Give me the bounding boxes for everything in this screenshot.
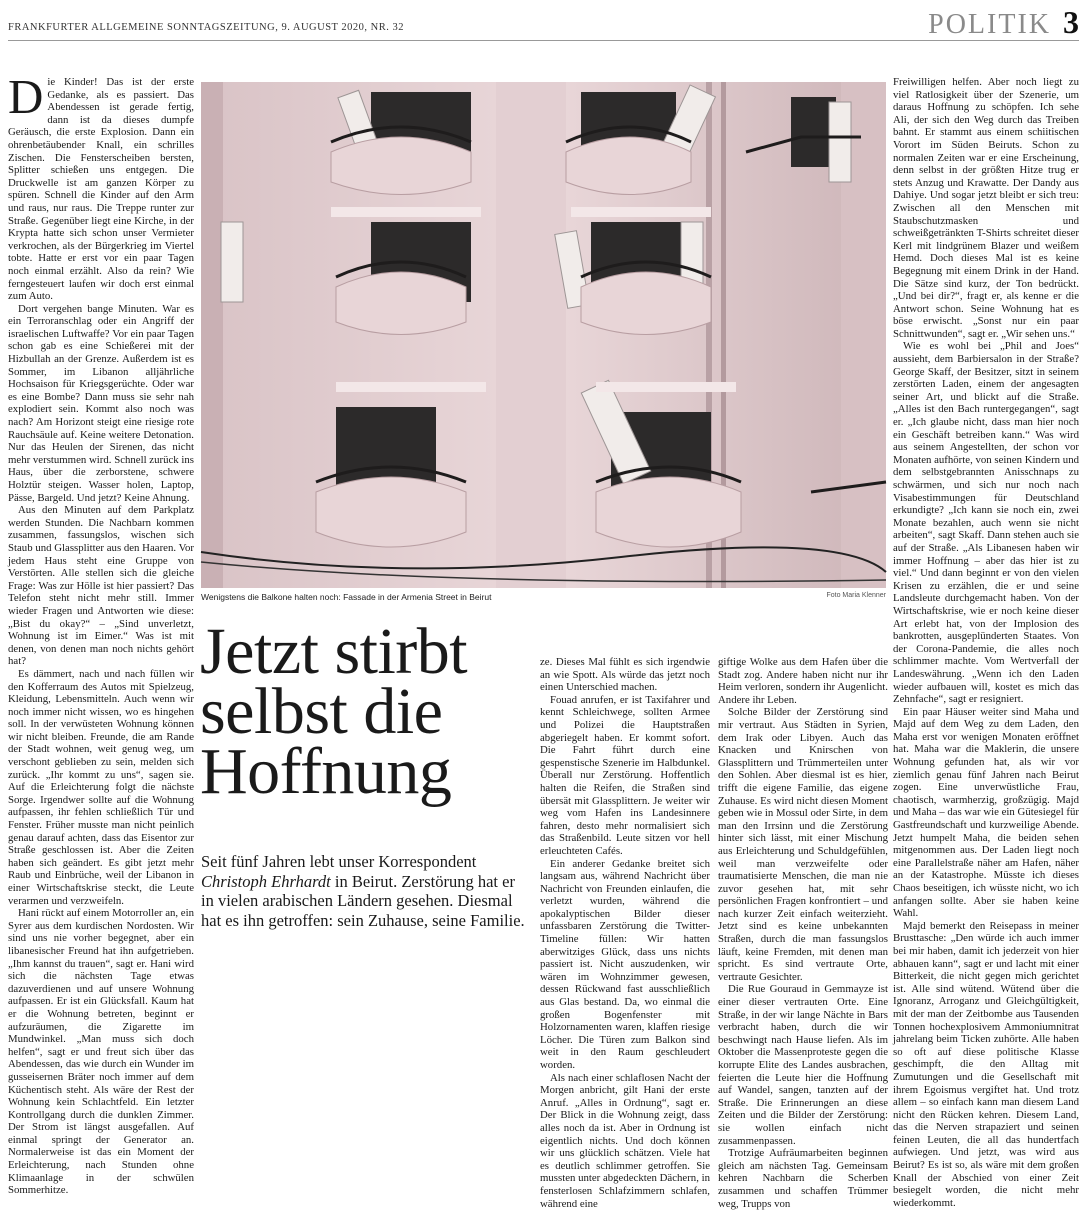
paragraph: Ein anderer Gedanke breitet sich langsam aus, während Nachricht über Nachricht von Freunden einlaufen, die verletzt wurden, während die apokalyptischen Bilder dieser unfassbaren Zerstörung die Twitter-Timeline füllen: Wir hatten aberwitziges Glück, dass uns nichts passiert ist. Nicht auszudenken, wir wären im Wohnzimmer gewesen, dessen Rückwand fast ausschließlich aus Glas bestand. Da, wo einmal die großen Bogenfenster mit Holzornamenten waren, klaffen riesige Löcher. Die Türen zum Balkon sind weit in den Raum geschleudert worden.	[540, 857, 710, 1071]
paragraph: Wie es wohl bei „Phil and Joes“ aussieht, dem Barbiersalon in der Straße? George Skaff, der Besitzer, sitzt in seinem zerstörten Laden, einem der angesagten seiner Art, und blickt auf die Straße. „Alles ist den Bach runtergegangen“, sagt er. „Ich glaube nicht, dass man hier noch ein Geschäft betreiben kann.“ Was wird aus seinem Angestellten, der schon vor Monaten aufhörte, von seinen Kindern und dem selbstgebrannten Anisschnaps zu schwärmen, und sich nur noch nach Visabestimmungen für Deutschland erkundigte? „Ich kann sie noch ein, zwei Monate bezahlen, auch wenn sie nicht arbeiten“, sagt Skaff. Dann stehen auch sie auf der Straße. „Als Libanesen haben wir immer Hoffnung – aber das hier ist zu viel.“ Und dann beginnt er von den vielen Krisen zu erzählen, die er und seine Landsleute durchgemacht haben. Von der Wirtschaftskrise, wie er noch keine dieser Art erlebt hat, von der Implosion des bankrotten, ausgeplünderten Staates. Von der Corona-Pandemie, die alles noch schlimmer machte. Vom Wertverfall der Landeswährung. „Wenn ich den Laden wieder aufbauen will, kostet es mich das Zehnfache“, sagt er resigniert.	[893, 340, 1079, 706]
deck-author: Christoph Ehrhardt	[201, 871, 331, 891]
paragraph: Ein paar Häuser weiter sind Maha und Majd auf dem Weg zu dem Laden, den Maha erst vor wenigen Monaten eröffnet hat. Maha war die Maklerin, die unsere Wohnung gefunden hat, als wir vor ziemlich genau fünf Jahren nach Beirut zogen. Eine unverwüstliche Frau, chaotisch, warmherzig, großzügig. Majd und Maha – das war wie ein Gütesiegel für Gastfreundschaft und kurzweilige Abende. Jetzt humpelt Maha, die beiden sehen mitgenommen aus. Der Laden liegt noch eine Parallelstraße näher am Hafen, näher an der Katastrophe. Müsste ich dieses Chaos beseitigen, ich wüsste nicht, wo ich anfangen sollte. Aber sie haben keine Wahl.	[893, 705, 1079, 920]
paragraph: Aus den Minuten auf dem Parkplatz werden Stunden. Die Nachbarn kommen zusammen, fassungslos, wischen sich Staub und Glassplitter aus den Haaren. Vor jedem Haus steht eine Gruppe von Verstörten. Alle stellen sich die gleiche Frage: Was zur Hölle ist hier passiert? Das Telefon steht nicht mehr still. Immer wieder Fragen und Antworten wie diese: „Bist du okay?“ – „Sind unverletzt, Wohnung ist im Eimer.“ Was ist mit denen, von denen man noch nichts gehört hat?	[8, 504, 194, 668]
article-column-1	[8, 69, 194, 1197]
article-deck	[201, 852, 531, 930]
article-headline: Jetzt stirbt selbst die Hoffnung	[200, 615, 468, 808]
paragraph: Solche Bilder der Zerstörung sind mir vertraut. Aus Städten in Syrien, dem Irak oder Libyen. Auch das Knacken und Knirschen von Glassplittern und Trümmerteilen unter den Sohlen. Aber diesmal ist es hier, trifft die eigene Familie, das eigene Zuhause. Es wird nicht diesen Moment geben wie in Mossul oder Sirte, in dem man den Irrsinn und die Zerstörung hinter sich lässt, mit einer Mischung aus Erleichterung und Schuldgefühlen, weil man verzweifelte oder traumatisierte Menschen, die man nie zuvor gesehen hat, mit sehr persönlichen Fragen konfrontiert – und nach kurzer Zeit einfach weiterzieht. Jetzt sind es keine unbekannten Straßen, durch die man fassungslos läuft, keine Fremden, mit denen man spricht. Es sind vertraute Orte, vertraute Gesichter.	[718, 706, 888, 983]
building-facade-photo	[201, 82, 886, 588]
facade-illustration	[201, 82, 886, 588]
paragraph: Freiwilligen helfen. Aber noch liegt zu viel Ratlosigkeit über der Szenerie, um daraus Hoffnung zu schöpfen. Ich sehe Ali, der sich den Weg durch das Treiben bahnt. Er stammt aus einem schiitischen Vorort im Süden Beiruts. Schon zu normalen Zeiten war er eine Erscheinung, denn selbst in der größten Hitze trug er stets Anzug und Krawatte. Der Dandy aus Dahiye. Und sogar jetzt bleibt er sich treu: Zwischen all den Menschen mit Staubschutzmasken und schweißgetränkten T-Shirts schreitet dieser Kerl mit lindgrünem Blazer und weißem Hemd. Doch dieses Mal ist es keine Begegnung mit einem Drink in der Hand. Die Sätze sind kurz, der Ton bedrückt. „Und bei dir?“, fragt er, als kenne er die Antwort schon. Seine Wohnung hat es böse erwischt. „Sonst nur ein paar Schnittwunden“, sagt er. „Wir sehen uns.“	[893, 76, 1079, 340]
newspaper-dateline: FRANKFURTER ALLGEMEINE SONNTAGSZEITUNG, 9. AUGUST 2020, NR. 32	[8, 22, 404, 33]
paragraph: Hani rückt auf einem Motorroller an, ein Syrer aus dem kurdischen Nordosten. Wir sind uns nie vorher begegnet, aber ein libanesischer Freund hat ihn aufgetrieben. „Ihm kannst du trauen“, sagt er. Hani wird sich die nächsten Tage etwas dazuverdienen und auf unsere Wohnung aufpassen. Er ist ein Glücksfall. Kaum hat er die Wohnung betreten, beginnt er aufzuräumen, die Zigarette im Mundwinkel. „Man muss sich doch helfen“, sagt er und freut sich über das Abendessen, das wie durch ein Wunder im gusseisernen Bräter noch immer auf dem Küchentisch steht. Als wäre der Rest der Wohnung kein Schlachtfeld. Ein letzter Kontrollgang durch die dunklen Zimmer. Der Strom ist längst ausgefallen. Auf einmal springt der Generator an. Normalerweise ist das ein Moment der Erleichterung, nach Stunden ohne Klimaanlage in der schwülen Sommerhitze.	[8, 907, 194, 1197]
paragraph: Es dämmert, nach und nach füllen wir den Kofferraum des Autos mit Spielzeug, Kleidung, Lebensmitteln. Auch wenn wir noch immer nicht wissen, wo es hingehen soll. In der verwüsteten Wohnung können wir nicht bleiben. Freunde, die am Rande der Stadt wohnen, weit genug weg, um verschont geblieben zu sein, melden sich zurück. „Ihr kommt zu uns“, sagen sie. Auf die Erleichterung folgt die nächste Sorge. Irgendwer sollte auf die Wohnung aufpassen, ihr fehlen schließlich Tür und Fenster. Früher musste man nicht peinlich genau darauf achten, dass das Eisentor zur Straße geschlossen ist. Aber die Zeiten haben sich geändert. Es gibt jetzt mehr Raub und Einbrüche, weil der Libanon in einer Wirtschaftskrise steckt, die Leute verarmen und verzweifeln.	[8, 667, 194, 907]
paragraph: Als nach einer schlaflosen Nacht der Morgen anbricht, gilt Hani der erste Anruf. „Alles in Ordnung“, sagt er. Der Blick in die Wohnung zeigt, dass alles noch da ist. Aber in Ordnung ist eigentlich nichts. Und doch können wir uns glücklich schätzen. Viele hat es deutlich schlimmer getroffen. Sie mussten unter abgedeckten Dächern, in fensterlosen Schlafzimmern schlafen, während eine	[540, 1071, 710, 1210]
paragraph: Majd bemerkt den Reisepass in meiner Brusttasche: „Den würde ich auch immer bei mir haben, damit ich jederzeit von hier abhauen kann“, sagt er und lacht mit einer Bitterkeit, die nicht gegen mich gerichtet ist. Alle sind wütend. Wütend über die Ignoranz, Arroganz und Gleichgültigkeit, mit der man der Zeitbombe aus Tausenden Tonnen hochexplosivem Ammoniumnitrat jahrelang beim Ticken zuhörte. Alle haben so oft auf diese politische Klasse geschimpft, die den Alltag mit Zumutungen und die Gesellschaft mit ihrem Egoismus vergiftet hat. Und trotz allem – so einfach kann man diesem Land nicht den Rücken kehren. Diesem Land, das die Nerven strapaziert und seinen feinen Leuten, die all das hundertfach aufwiegen. Und jetzt, was wird aus Beirut? Es ist so, als wäre mit dem großen Knall der Abschied von einer Zeit besiegelt worden, die nicht mehr wiederkommt.	[893, 919, 1079, 1209]
paragraph: Trotzige Aufräumarbeiten beginnen gleich am nächsten Tag. Gemeinsam kehren Nachbarn die Scherben zusammen und schaffen Trümmer weg, Trupps von	[718, 1147, 888, 1210]
deck-intro: Seit fünf Jahren lebt unser Korrespondent	[201, 852, 477, 871]
paragraph: giftige Wolke aus dem Hafen über die Stadt zog. Andere haben nicht nur ihr Heim verloren, sondern ihr Augenlicht. Andere ihr Leben.	[718, 656, 888, 706]
photo-caption	[201, 592, 886, 602]
section-header	[928, 4, 1079, 41]
page-number: 3	[1063, 4, 1079, 40]
paragraph: Die Kinder! Das ist der erste Gedanke, als es passiert. Das Abendessen ist gerade fertig, dann ist da dieses dumpfe Geräusch, die erste Explosion. Dann ein ohrenbetäubender Knall, ein schrilles Zischen. Die Fensterscheiben bersten, Splitter schießen uns entgegen. Die Druckwelle ist am ganzen Körper zu spüren. Schnell die Kinder auf den Arm und raus, nur raus. Die Treppe runter zur Straße. Gegenüber liegt eine Kirche, in der Krypta hatte sich schon unser Vermieter verkrochen, als der Bürgerkrieg im Viertel tobte. Hatte er erst vor ein paar Tagen noch einmal erzählt. Also da rein? Wie ferngesteuert laufen wir doch erst einmal zum Auto.	[8, 69, 194, 303]
deck-rest: in Beirut. Zerstörung hat er in vielen arabischen Ländern gesehen. Diesmal hat es ihn getroffen: sein Zuhause, seine Familie.	[201, 871, 525, 930]
section-name: POLITIK	[928, 9, 1051, 40]
paragraph: ze. Dieses Mal fühlt es sich irgendwie an wie Spott. Als würde das jetzt noch einen Unterschied machen.	[540, 656, 710, 694]
photo-credit: Foto Maria Klenner	[826, 592, 886, 599]
paragraph: Fouad anrufen, er ist Taxifahrer und kennt Schleichwege, sollten Armee und Polizei die Hauptstraßen abgeriegelt haben. Er kommt sofort. Die Fahrt führt durch eine gespenstische Szenerie im Halbdunkel. Überall nur Zerstörung. Hoffentlich halten die Reifen, die Straßen sind übersät mit Glassplittern. Je weiter wir weg vom Hafen ins Landesinnere fahren, desto mehr normalisiert sich das Straßenbild. Leute sitzen vor hell erleuchteten Cafés.	[540, 693, 710, 857]
paragraph: Die Rue Gouraud in Gemmayze ist einer dieser vertrauten Orte. Eine Straße, in der wir lange Nächte in Bars verbracht haben, durch die wir beschwingt nach Hause liefen. Als im Oktober die Massenproteste gegen die korrupte Elite des Landes ausbrachen, feierten die Leute hier die Hoffnung auf Wandel, sangen, tanzten auf der Straße. Die Erinnerungen an diese Zeiten und die Bilder der Zerstörung: sie wollen einfach nicht zusammenpassen.	[718, 983, 888, 1147]
masthead	[8, 0, 1079, 40]
caption-text: Wenigstens die Balkone halten noch: Fassade in der Armenia Street in Beirut	[201, 592, 492, 602]
article-column-4	[893, 76, 1079, 1209]
drop-cap: D	[8, 69, 44, 124]
article-column-2	[540, 656, 710, 1210]
paragraph: Dort vergehen bange Minuten. War es ein Terroranschlag oder ein Angriff der israelischen Luftwaffe? Vor ein paar Tagen schon gab es eine Schießerei mit der Hizbullah an der Grenze. Außerdem ist es Sommer, im Libanon alljährliche Hochsaison für Kriegsgerüchte. Oder war es eine Bombe? Dann muss sie sehr nah explodiert sein. Kommt also noch was nach? Am Horizont steigt eine riesige rote Rauchsäule auf. Keine weitere Detonation. Nur das Heulen der Sirenen, das nicht mehr verstummen wird. Schnell zurück ins Haus, über die zerborstene, schwere Holztür steigen. Wasser holen, Laptop, Pässe, Bargeld. Und jetzt? Keine Ahnung.	[8, 302, 194, 504]
article-column-3	[718, 656, 888, 1210]
masthead-rule	[8, 40, 1079, 41]
